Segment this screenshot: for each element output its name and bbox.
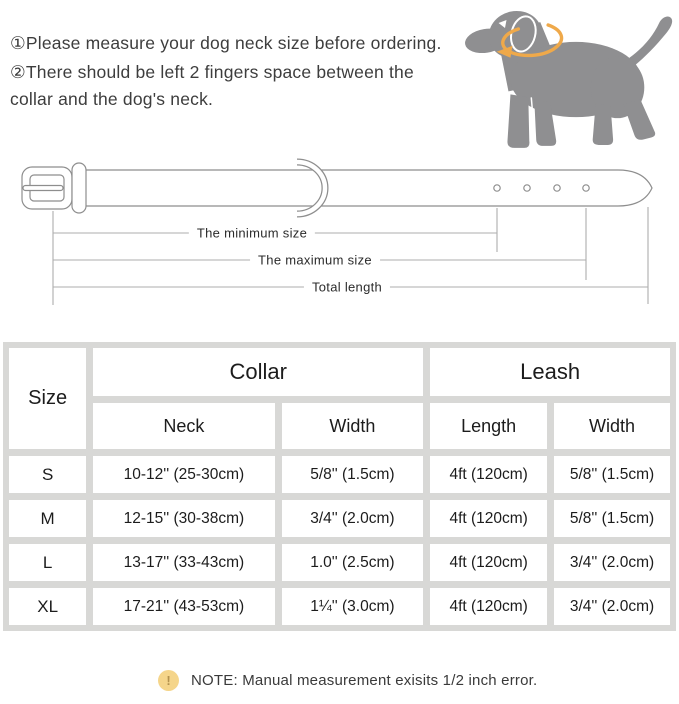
- row-xl-leash-length: 4ft (120cm): [430, 588, 547, 625]
- collar-measurement-diagram: [0, 150, 679, 310]
- header-neck: Neck: [93, 403, 274, 449]
- row-m-size: M: [9, 500, 86, 537]
- measurement-note: [158, 668, 537, 692]
- row-m-leash-width: 5/8'' (1.5cm): [554, 500, 670, 537]
- instruction-item-1: ①Please measure your dog neck size before ordering.: [10, 33, 442, 53]
- header-leash: Leash: [430, 348, 670, 396]
- row-m-collar-width: 3/4'' (2.0cm): [282, 500, 424, 537]
- row-l-leash-width: 3/4'' (2.0cm): [554, 544, 670, 581]
- note-text: NOTE: Manual measurement exisits 1/2 inch error.: [191, 671, 538, 689]
- row-m-neck: 12-15'' (30-38cm): [93, 500, 274, 537]
- header-collar-width: Width: [282, 403, 424, 449]
- dog-illustration: [449, 0, 677, 162]
- row-s-collar-width: 5/8'' (1.5cm): [282, 456, 424, 493]
- maximum-size-label: The maximum size: [250, 252, 380, 269]
- row-s-leash-width: 5/8'' (1.5cm): [554, 456, 670, 493]
- row-s-size: S: [9, 456, 86, 493]
- minimum-size-label: The minimum size: [189, 225, 315, 242]
- header-size: Size: [9, 348, 86, 449]
- row-xl-neck: 17-21'' (43-53cm): [93, 588, 274, 625]
- dog-silhouette-icon: [449, 0, 677, 162]
- collar-strap: [80, 170, 652, 206]
- row-xl-size: XL: [9, 588, 86, 625]
- row-l-neck: 13-17'' (33-43cm): [93, 544, 274, 581]
- instruction-item-2: ②There should be left 2 fingers space between the collar and the dog's neck.: [10, 62, 414, 109]
- row-l-leash-length: 4ft (120cm): [430, 544, 547, 581]
- dog-tail: [629, 17, 672, 67]
- collar-keeper-loop: [72, 163, 86, 213]
- row-l-size: L: [9, 544, 86, 581]
- row-s-leash-length: 4ft (120cm): [430, 456, 547, 493]
- total-length-label: Total length: [304, 279, 390, 296]
- measuring-instructions: [10, 30, 448, 115]
- exclamation-icon: !: [158, 670, 179, 691]
- header-leash-width: Width: [554, 403, 670, 449]
- row-xl-collar-width: 1¼'' (3.0cm): [282, 588, 424, 625]
- row-l-collar-width: 1.0'' (2.5cm): [282, 544, 424, 581]
- row-s-neck: 10-12'' (25-30cm): [93, 456, 274, 493]
- row-xl-leash-width: 3/4'' (2.0cm): [554, 588, 670, 625]
- header-collar: Collar: [93, 348, 423, 396]
- header-leash-length: Length: [430, 403, 547, 449]
- size-chart-table: [3, 342, 676, 631]
- leg-separator-line: [531, 97, 532, 145]
- row-m-leash-length: 4ft (120cm): [430, 500, 547, 537]
